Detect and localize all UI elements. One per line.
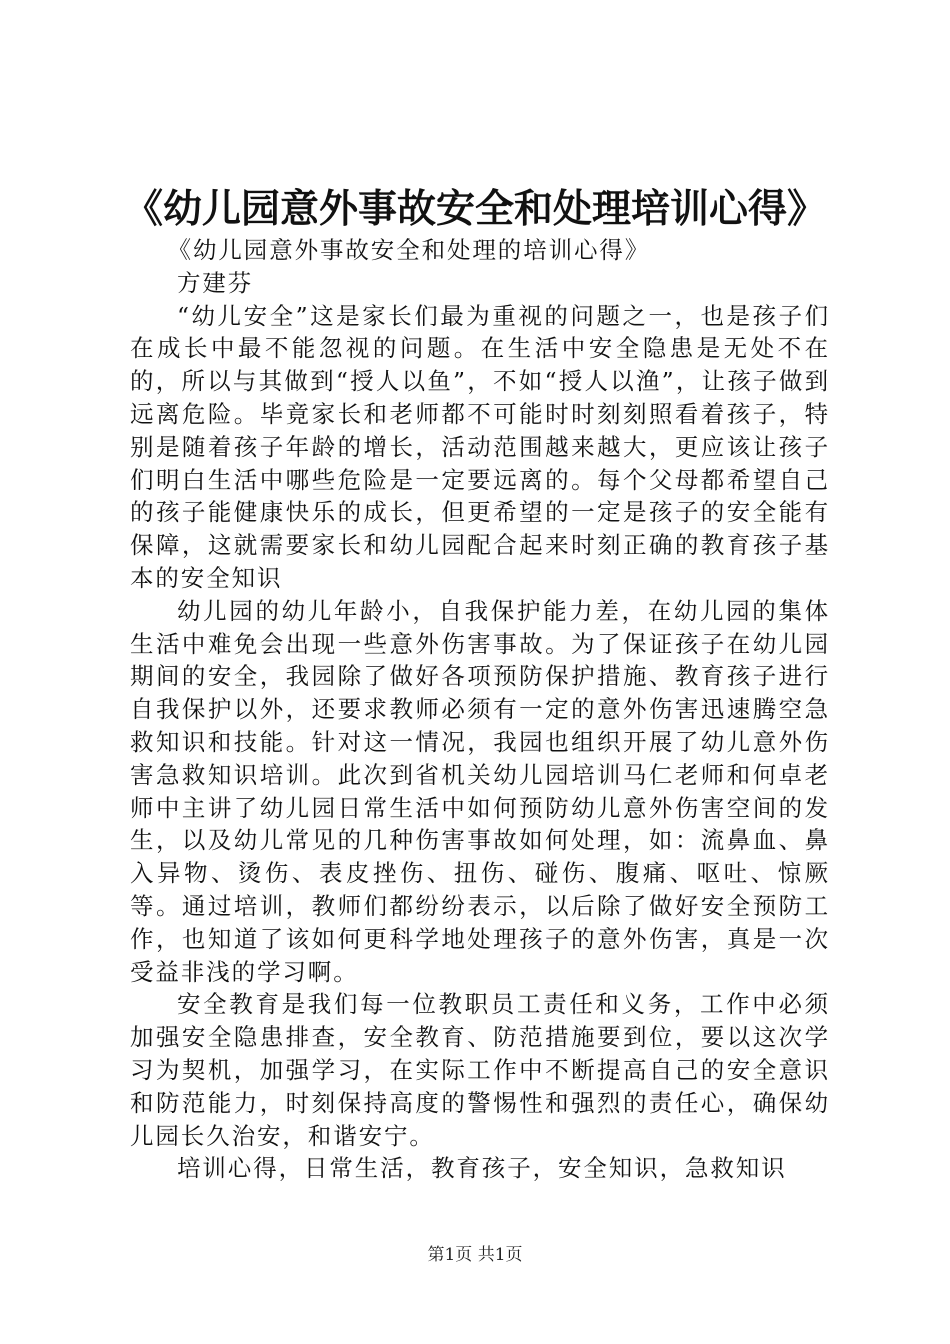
paragraph-2: 幼儿园的幼儿年龄小，自我保护能力差，在幼儿园的集体生活中难免会出现一些意外伤害事故。为了保证孩子在幼儿园期间的安全，我园除了做好各项预防保护措施、教育孩子进行自我保护以外，还要求教师必须有一定的意外伤害迅速腾空急救知识和技能。针对这一情况，我园也组织开展了幼儿意外伤害急救知识培训。此次到省机关幼儿园培训马仁老师和何卓老师中主讲了幼儿园日常生活中如何预防幼儿意外伤害空间的发生，以及幼儿常见的几种伤害事故如何处理，如：流鼻血、鼻入异物、烫伤、表皮挫伤、扭伤、碰伤、腹痛、呕吐、惊厥等。通过培训，教师们都纷纷表示，以后除了做好安全预防工作，也知道了该如何更科学地处理孩子的意外伤害，真是一次受益非浅的学习啊。 [130, 596, 830, 986]
page-footer: 第1页 共1页 [427, 1245, 523, 1265]
paragraph-3: 安全教育是我们每一位教职员工责任和义务，工作中必须加强安全隐患排查，安全教育、防范措施要到位，要以这次学习为契机，加强学习，在实际工作中不断提高自己的安全意识和防范能力，时刻保持高度的警惕性和强烈的责任心，确保幼儿园长久治安，和谐安宁。 [130, 990, 830, 1150]
document-title: 《幼儿园意外事故安全和处理培训心得》 [123, 186, 826, 232]
document-body [130, 234, 830, 1185]
keywords-line: 培训心得，日常生活，教育孩子，安全知识，急救知识 [177, 1154, 787, 1183]
document-author: 方建芬 [177, 268, 254, 297]
document-subtitle: 《幼儿园意外事故安全和处理的培训心得》 [167, 236, 651, 264]
paragraph-1: “幼儿安全”这是家长们最为重视的问题之一，也是孩子们在成长中最不能忽视的问题。在生活中安全隐患是无处不在的，所以与其做到“授人以鱼”，不如“授人以渔”，让孩子做到远离危险。毕竟家长和老师都不可能时时刻刻照看着孩子，特别是随着孩子年龄的增长，活动范围越来越大，更应该让孩子们明白生活中哪些危险是一定要远离的。每个父母都希望自己的孩子能健康快乐的成长，但更希望的一定是孩子的安全能有保障，这就需要家长和幼儿园配合起来时刻正确的教育孩子基本的安全知识 [130, 301, 830, 592]
